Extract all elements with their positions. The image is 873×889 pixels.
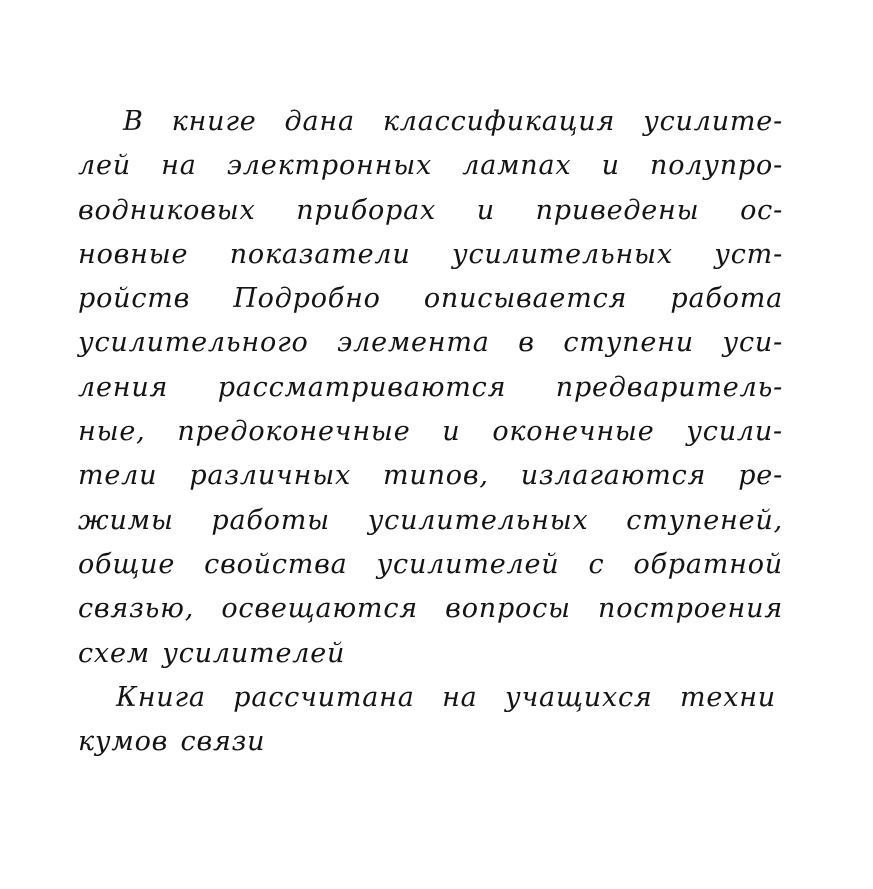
text-line: связью, освещаются вопросы построения <box>78 593 783 625</box>
text-line: лей на электронных лампах и полупро- <box>78 150 783 182</box>
annotation-paragraph-1 <box>78 100 798 676</box>
text-line: тели различных типов, излагаются ре- <box>78 460 783 492</box>
text-line: водниковых приборах и приведены ос- <box>78 194 783 226</box>
annotation-paragraph-2 <box>78 676 798 765</box>
text-line: новные показатели усилительных уст- <box>78 238 783 270</box>
book-annotation <box>78 100 798 764</box>
text-line: В книге дана классификация усилите- <box>123 106 783 137</box>
text-line: ления рассматриваются предваритель- <box>78 371 783 403</box>
text-line: Книга рассчитана на учащихся техни <box>116 681 776 713</box>
text-line: схем усилителей <box>78 637 346 669</box>
text-line: общие свойства усилителей с обратной <box>78 548 783 580</box>
text-line: ные, предоконечные и оконечные усили- <box>78 416 783 448</box>
text-line: жимы работы усилительных ступеней, <box>78 504 783 536</box>
text-line: кумов связи <box>78 726 266 758</box>
text-line: ройств Подробно описывается работа <box>78 283 783 315</box>
text-line: усилительного элемента в ступени уси- <box>78 327 783 359</box>
